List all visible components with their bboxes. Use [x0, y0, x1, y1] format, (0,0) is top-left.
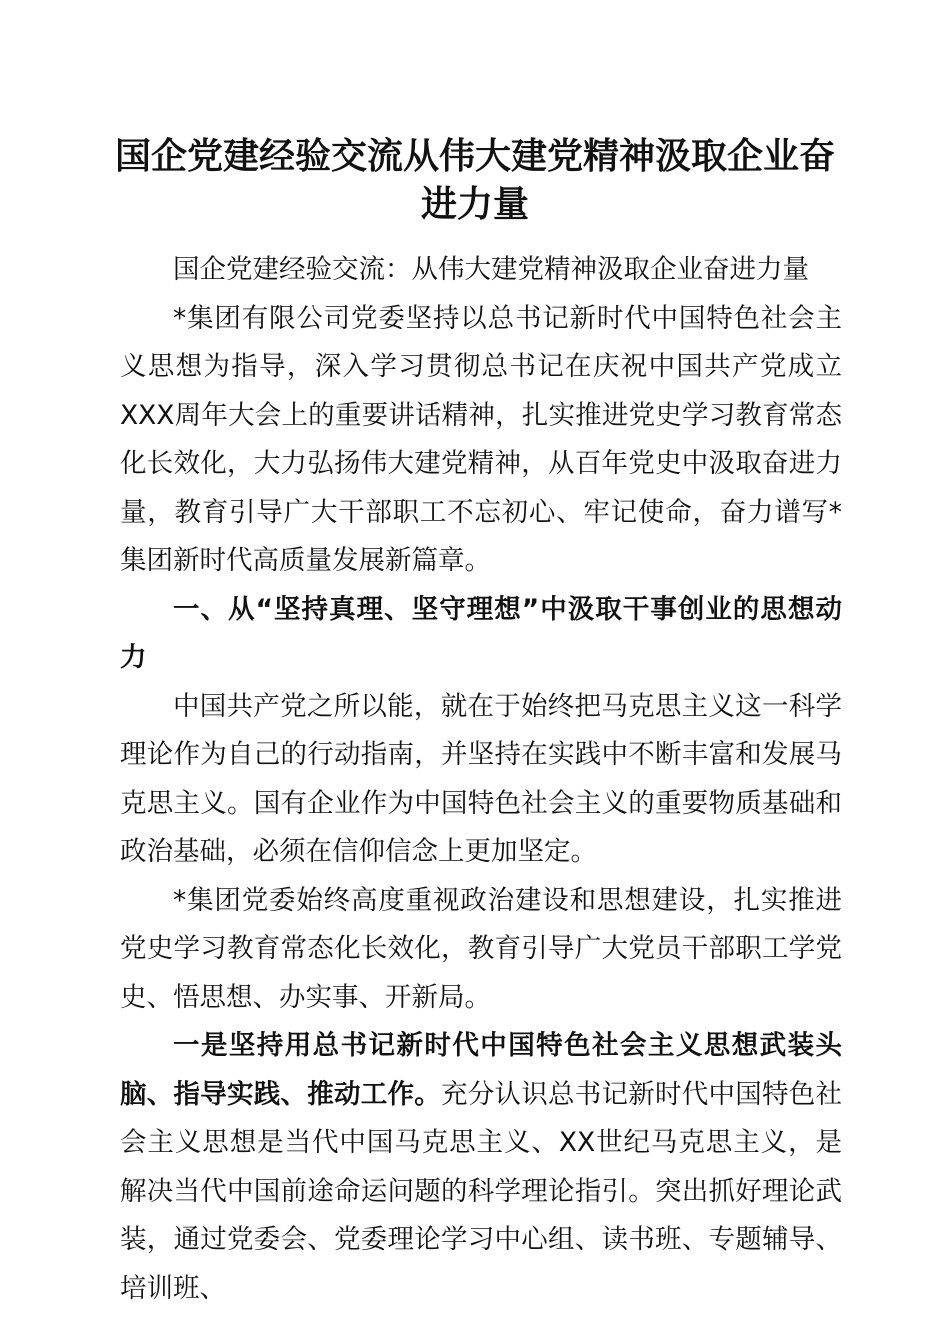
body-paragraph: [120, 683, 842, 877]
body-paragraph: [120, 877, 842, 1023]
paragraph-text: *集团有限公司党委坚持以总书记新时代中国特色社会主义思想为指导，深入学习贯彻总书记在庆祝中国共产党成立XXX周年大会上的重要讲话精神，扎实推进党史学习教育常态化长效化，大力弘扬伟大建党精神，从百年党史中汲取奋进力量，教育引导广大干部职工不忘初心、牢记使命，奋力谱写*集团新时代高质量发展新篇章。: [120, 302, 842, 576]
paragraph-text: 国企党建经验交流：从伟大建党精神汲取企业奋进力量: [173, 254, 809, 285]
heading-text: 一、从“坚持真理、坚守理想”中汲取干事创业的思想动力: [120, 593, 842, 673]
section-heading: [120, 586, 842, 683]
body-paragraph: [120, 1022, 842, 1313]
document-body: [120, 246, 842, 1313]
paragraph-text: *集团党委始终高度重视政治建设和思想建设，扎实推进党史学习教育常态化长效化，教育引导广大党员干部职工学党史、悟思想、办实事、开新局。: [120, 884, 842, 1013]
paragraph-text: 中国共产党之所以能，就在于始终把马克思主义这一科学理论作为自己的行动指南，并坚持在实践中不断丰富和发展马克思主义。国有企业作为中国特色社会主义的重要物质基础和政治基础，必须在信仰信念上更加坚定。: [120, 690, 842, 867]
intro-paragraph: [120, 295, 842, 586]
paragraph-text: 充分认识总书记新时代中国特色社会主义思想是当代中国马克思主义、XX世纪马克思主义，是解决当代中国前途命运问题的科学理论指引。突出抓好理论武装，通过党委会、党委理论学习中心组、读书班、专题辅导、培训班、: [120, 1078, 842, 1304]
document-title: 国企党建经验交流从伟大建党精神汲取企业奋进力量: [114, 135, 835, 225]
lead-sentence: 一是坚持用总书记新时代中国特色社会主义思想武装头脑、指导实践、推动工作。: [120, 1030, 842, 1110]
subtitle-paragraph: [120, 246, 842, 295]
